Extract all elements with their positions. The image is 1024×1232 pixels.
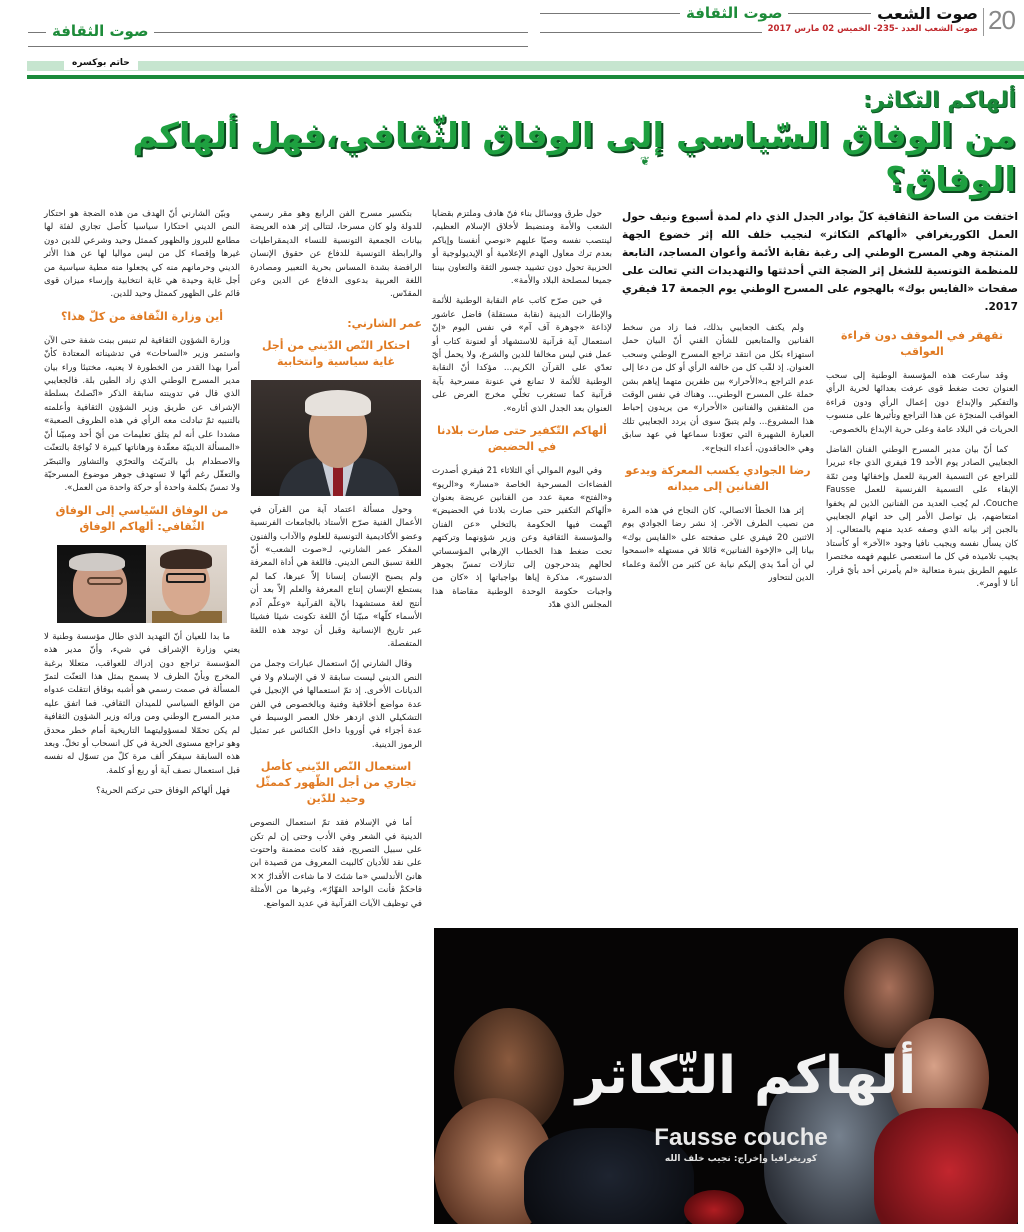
photo-omar-charni bbox=[251, 380, 421, 496]
column-1 bbox=[826, 322, 1018, 599]
subhead-5: أين وزارة الثّقافة من كلّ هذا؟ bbox=[60, 309, 224, 323]
photo-detail bbox=[69, 553, 125, 571]
photo-left-person bbox=[57, 545, 146, 623]
page-header bbox=[0, 0, 1024, 84]
paragraph: وحول مسألة اعتماد آية من القرآن في الأعمال الفنية صرّح الأستاذ بالجامعات الفرنسية وعضو الأكاديمية التونسية للعلوم والآداب والفنون المفكر عمر الشارني، لـ«صوت الشعب» أنّ اللغة تسبق النص الديني. فاللغة هي أداة المعرفة ولم يصبح الإنسان إنسانا إلاّ عبرها، كما لم يستطع الإنسان إنتاج المعرفة والعلم إلاّ بعد أن أنتج لغة مستشهدا بالآية القرآنية «وعلّم آدم الأسماء كلّها» مبيّنا أنّ اللغة تكونت شيئا فشيئا عبر تاريخ الإنسانية وقبل أن توجد هذه اللغة المتفصلة. bbox=[250, 504, 422, 649]
paragraph: وقد سارعت هذه المؤسسة الوطنية إلى سحب العنوان تحت ضغط قوى عرفت بعدائها لحرية الرأي والتفكير والإبداع دون إعمال الرأي ودون قراءة العواقب المنجرّة عن هذا التراجع وتأثيرها على منسوب الحريات في البلاد عامة وعلى حرية الإبداع بالخصوص. bbox=[826, 371, 1018, 435]
column-2 bbox=[622, 322, 814, 599]
header-band bbox=[27, 61, 1024, 71]
header-bar bbox=[27, 75, 1024, 79]
paragraph: وفي اليوم الموالي أي الثلاثاء 21 فيفري أصدرت الفضاءات المسرحية الخاصة «مسار» و«الريو» و«الفتح» معية عدد من الفنانين عريضة بعنوان «ألهاكم التكفير حتى صارت بلادنا في الحضيض» اتّهمت فيها الحكومة بالتخلي «عن الفنان والمؤسسة الثقافية وعن وزير شؤونهما وتركتهم تحت ضغط هذا الخطاب الإرهابي المؤسساتي لحالهم يتدحرجون إلى تنازلات تمسّ بجوهر الدستور»، مذكرة إياها بواجباتها إذ «كان من واجبات حكومة الوحدة الوطنية مقاضاة هذا المجلس الذي هدّد bbox=[432, 466, 612, 611]
paragraph: إثر هذا الخطأ الاتصالي، كان النجاح في هذه المرة من نصيب الطرف الآخر. إذ نشر رضا الجوادي يوم الاثنين 20 فيفري على صفحته على «الفايس بوك» بيانا إلى «الإخوة الفنانين» قائلا في مستهله «اسمحوا لي أن أمدّ يدي إليكم نيابة عن كثير من الأئمة وعلماء الدين لنتحاور bbox=[622, 506, 815, 584]
subhead-2: رضا الجوادي يكسب المعركة ويدعو الفنانين إلى ميدانه bbox=[625, 464, 811, 494]
page-number-divider bbox=[983, 8, 984, 36]
poster-title-french: Fausse couche bbox=[654, 1124, 828, 1151]
header-rule-left-bottom bbox=[28, 46, 528, 47]
page-number: 20 bbox=[988, 5, 1015, 35]
photo-detail bbox=[87, 577, 123, 585]
article-lede: اختفت من الساحة الثقافية كلّ بوادر الجدل الذي دام لمدة أسبوع ونيف حول العمل الكوريغرافي «ألهاكم التكاثر» لنجيب خلف الله إثر خضوع الجهة المنتجة وهي المسرح الوطني إلى رغبة نقابة الأئمة وأعوان المساجد، التابعة للمنظمة التونسية للشغل إثر الضجة التي أحدثتها والتهديدات التي تعالت على صفحات «الفايس بوك» بالهجوم على المسرح الوطني يوم الجمعة 17 فيفري 2017. bbox=[622, 211, 1018, 313]
paragraph: ولم يكتف الجعايبي بذلك، فما زاد من سخط الفنانين والمتابعين للشأن الفني أنّ البيان حمل استهزاء بكل من انتقد تراجع المسرح الوطني وسحب العنوان. إذ لقّب كل من خالفه الرأي أو كل من دعا إلى عدم التراجع بـ«الأحرار» بين ظفرين متهما إياهم بشن حملة على المسرح الوطني... وهناك في نفس الوقت من المثقفين والفنانين «الأحرار» من يريدون إحباط هذا المشروع... ولم يتبقّ سوى أن يردد الجعايبي تلك العبارة الشهيرة التي تعوّدنا سماعها في عهد سابق وهي «الحاقدون، أعداء النجاح». bbox=[622, 323, 814, 454]
article-kicker: ألهاكم التكاثر: bbox=[863, 88, 1016, 113]
author-byline: حاتم بوكسره bbox=[64, 56, 138, 70]
paragraph: بتكسير مسرح الفن الرابع وهو مقر رسمي للدولة ولو كان مسرحا، لتتالى إثر هذه العريضة بيانات الجمعية التونسية للنساء الديمقراطيات والرابطة التونسية للدفاع عن حقوق الإنسان الرافضة بشدة المساس بحرية التعبير ومصادرة اللغة العربية بدعوى الدفاع عن الدين وعن المقدّس. bbox=[250, 209, 422, 300]
section-label-right: صوت الثقافة bbox=[680, 4, 788, 22]
paragraph: وزارة الشؤون الثقافية لم تنبس ببنت شفة حتى الآن واستمر وزير «الساحات» في تدشيناته المعتادة كأنّ أمرا بهذا القدر من الخطورة لا يعنيه، مختبئا وراء بيان مدير المسرح الوطني الذي زاد الطين بلة. فالجعايبي الذي قال في تدوينته سابقة الذكر «اتّصلتُ بسلطة الإشراف عن طريق وزير الشؤون الثقافية وأعلمته بالتنبيه ثمّ تبادلت معه الرأي في هذه الظروف الصعبة» مشددا على أنه لم يتلق تعليمات من أيّ أحد ومبيّنا أنّ «المسألة الدينيّة معقّدة ورهاناتها كبيرة لا تُواجَهُ بالتعنّت والاصطدام بل بالتريّث والتحرّي والتشاور والتبصّر والتعقّل رغم أنّها لا تستهدف جوهر موضوع المسرحيّة ولا تمسّ بكلمة واحدة أو حركة واحدة من العمل». bbox=[44, 335, 240, 494]
issue-date-line: صوت الشعب العدد -235- الخميس 02 مارس 2017 bbox=[762, 24, 978, 34]
poster-credit: كوريغرافيا وإخراج: نجيب خلف الله bbox=[664, 1154, 818, 1164]
paragraph: كما أنّ بيان مدير المسرح الوطني الفنان الفاضل الجعايبي الصادر يوم الأحد 19 فيفري الذي جاء تبريرا للتراجع عن التسمية العربية للعمل وإخفائها ومن ثمّة الإبقاء على التسمية الفرنسية للعمل Fausse Couche، لم يُجب العديد من الفنانين الذين لم يخفوا امتعاضهم، بل تواصل الأمر إلى حد اتهام الجعايبي بالجبن إثر بيانه الذي وصفه عديد منهم بالمتعالي. إذ كان يسأل نفسه ويجيب نافيا وجود «الآخر» أو كأستاذ يجيب تلاميذه في كل ما استعصى عليهم فهمه مختصرا عليهم الطريق بنبرة متعالية «لم يأمرني أحد بأيّ قرار. أنا لا أومر». bbox=[826, 445, 1018, 590]
headline-block bbox=[0, 84, 1024, 202]
column-3 bbox=[432, 208, 612, 620]
quote-attribution: عمر الشارني: bbox=[347, 316, 422, 330]
subhead-4: استعمال النّص الدّيني كأصل تجاري من أجل الظّهور كممثّل وحيد للدّين bbox=[255, 760, 417, 806]
photo-detail bbox=[305, 390, 371, 416]
pull-quote-charni: احتكار النّص الدّيني من أجل غاية سياسية وانتخابية bbox=[262, 338, 410, 368]
article-body bbox=[0, 202, 1024, 928]
paragraph: ما بدا للعيان أنّ التهديد الذي طال مؤسسة وطنية لا يعني وزارة الإشراف في شيء، وأنّ مدير هذه المؤسسة تراجع دون إدراك للعواقب، متعللا برغبة المخرج وبأنّ الظرف لا يسمح بمثل هذا التعنّت لتمرّ المسألة في صمت رسمي هو أشبه بوفاق انتقلت عدواه من الواقع السياسي للميدان الثقافي. فما اتفق عليه مدير المسرح الوطني ومن ورائه وزير الشؤون الثقافية لم يكن تحمّلا لمسؤوليتهما التاريخية أمام خطر محدق وهو تراجع مستوى الحرية في كل انسحاب أو تخلّ. وبعد هذه السابقة سيفكر ألف مرة كلّ من تسوّل له نفسه قبل استعمال نصف آية أو ربع أو كلمة. bbox=[44, 631, 240, 776]
right-area bbox=[622, 208, 1018, 599]
right-columns bbox=[622, 322, 1018, 599]
photo-detail bbox=[166, 573, 206, 583]
section-label-left: صوت الثقافة bbox=[46, 22, 154, 40]
pull-quote-consensus: من الوفاق السّياسي إلى الوفاق الثّقافي: ألهاكم الوفاق bbox=[55, 503, 229, 533]
paragraph: وبيّن الشارني أنّ الهدف من هذه الضجة هو احتكار النص الديني احتكارا سياسيا كأصل تجاري لفئة لها مطامع للبروز والظهور كممثل وحيد وشرعي للدين دون غيرها وإقصاء كل من ليس مواليا لها عن هذا الأثر الديني وحرمانهم منه كي يجعلوا منه مطية سياسية من أجل غاية وحيدة هي غاية انتخابية وإرساء ميزان قوى قائم على الظهور كممثل وحيد للدين. bbox=[44, 209, 240, 300]
column-4 bbox=[250, 208, 422, 918]
paragraph: في حين صرّح كاتب عام النقابة الوطنية للأئمة والإطارات الدينية (نقابة مستقلة) فاضل عاشور لإذاعة «جوهرة آف آم» في نفس اليوم «إنّ استعمال آية قرآنية للاستشهاد أو لعنونة كتاب أو عمل فني ليس مخالفا للدين والشرع، ولا يحمل أيّ تعدّي على القرآن الكريم... مؤكدا أنّ النقابة الوطنية للأئمة لا تمانع في عنونة مسرحية بآية قرآنية كما تستغرب تخلّي مخرج العرض على العنوان بعد الجدل الذي أثاره». bbox=[432, 296, 612, 414]
leaf-ornament-icon: ❦ bbox=[640, 154, 651, 168]
poster-title-arabic: ألهاكم التّكاثر bbox=[575, 1046, 917, 1106]
paragraph: وقال الشارني إنّ استعمال عبارات وجمل من النص الديني ليست سابقة لا في الإسلام ولا في الديانات الأخرى. إذ تمّ استعمالها في الإنجيل في عدة مواضع أخلاقية وفنية وبالخصوص في الفن التشكيلي الذي ازدهر خلال العصر الوسيط في عدة أجزاء في أوروبا داخل الكنائس عبر تمثيل الرموز الدينية. bbox=[250, 659, 422, 750]
show-poster bbox=[434, 928, 1018, 1224]
closing-question: فهل ألهاكم الوفاق حتى تركتم الحرية؟ bbox=[96, 786, 230, 797]
subhead-1: تقهقر في الموقف دون قراءة العواقب bbox=[841, 329, 1003, 358]
poster-figure bbox=[684, 1190, 744, 1224]
photo-two-officials bbox=[57, 545, 227, 623]
brand-name: صوت الشعب bbox=[877, 4, 978, 23]
header-rule-right-bottom bbox=[540, 32, 790, 33]
column-5 bbox=[44, 208, 240, 806]
paragraph: أما في الإسلام فقد تمّ استعمال النصوص الدينية في الشعر وفي الأدب وحتى إن لم تكن على سبيل التصريح، فقد كانت مضمنة واحتوت على نقد للأديان كالبيت المعروف من قصيدة ابن هانئ الأندلسي «ما شئتَ لا ما شاءت الأقدارُ ×× فاحكمْ فأنت الواحد القهّارُ»، وغيرها من الأمثلة في توظيف الآيات القرآنية في عديد المواضع. bbox=[250, 818, 422, 909]
photo-right-person bbox=[146, 545, 227, 623]
subhead-3: ألهاكم التّكفير حتى صارت بلادنا في الحضيض bbox=[437, 424, 607, 454]
newspaper-logo bbox=[871, 4, 978, 23]
paragraph: حول طرق ووسائل بناء فنّ هادف وملتزم بقضايا الشعب والأمة ومنضبط لأخلاق الإسلام العظيم، لينتصب نفسه وصيّا عليهم «نوصي أنفسنا وإياكم بعدم ترك معاول الهدم الإعلامية أو الإيديولوجية أو الحزبية تحول دون تشييد جسور الثقة والتعاون بيننا جميعا لمصلحة البلاد والأمة». bbox=[432, 209, 612, 287]
article-headline: من الوفاق السّياسي إلى الوفاق الثّقافي،فهل ألهاكم الوفاق؟ bbox=[132, 116, 1016, 200]
photo-detail bbox=[160, 549, 212, 569]
